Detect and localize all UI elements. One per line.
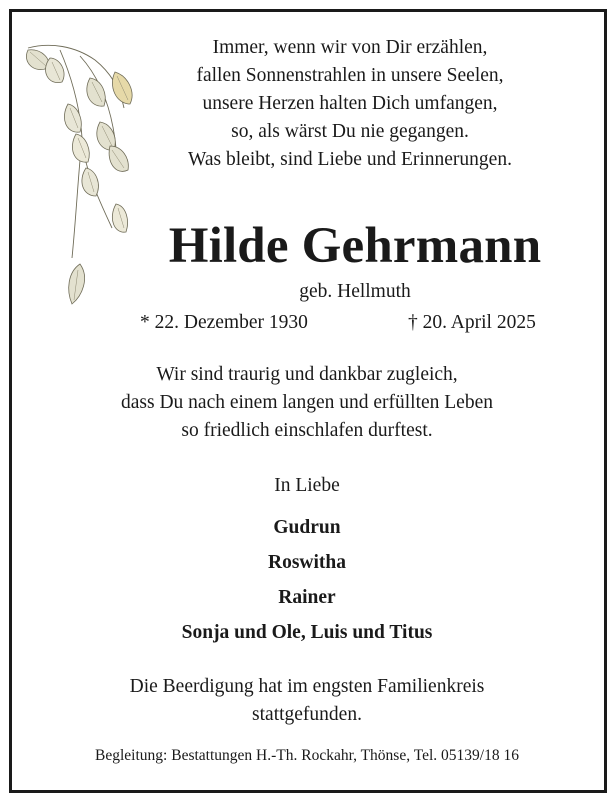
funeral-line: Die Beerdigung hat im engsten Familienkreis <box>129 676 485 697</box>
deceased-name: Hilde Gehrmann <box>168 218 542 274</box>
funeral-notice <box>57 673 557 729</box>
mourners-list <box>107 510 507 650</box>
message-line: so friedlich einschlafen durftest. <box>181 420 433 441</box>
message-line: dass Du nach einem langen und erfüllten Leben <box>121 392 493 413</box>
mourner-name: Gudrun <box>273 517 341 538</box>
birth-date: * 22. Dezember 1930 <box>140 312 308 333</box>
message-line: Wir sind traurig und dankbar zugleich, <box>156 364 458 385</box>
poem-line: so, als wärst Du nie gegangen. <box>231 121 469 142</box>
mourner-name: Sonja und Ole, Luis und Titus <box>181 622 433 643</box>
funeral-line: stattgefunden. <box>252 704 362 725</box>
mourner-name: Rainer <box>278 587 336 608</box>
poem-line: unsere Herzen halten Dich umfangen, <box>202 93 498 114</box>
farewell-message <box>40 361 574 445</box>
mourner-name: Roswitha <box>267 552 346 573</box>
poem-line: Was bleibt, sind Liebe und Erinnerungen. <box>188 149 512 170</box>
birth-name: geb. Hellmuth <box>299 281 411 302</box>
poem-line: Immer, wenn wir von Dir erzählen, <box>212 37 488 58</box>
poem <box>120 34 580 174</box>
undertaker-footer: Begleitung: Bestattungen H.-Th. Rockahr, Thönse, Tel. 05139/18 16 <box>95 747 519 764</box>
closing-phrase: In Liebe <box>274 475 340 496</box>
poem-line: fallen Sonnenstrahlen in unsere Seelen, <box>196 65 504 86</box>
death-date: † 20. April 2025 <box>408 312 536 333</box>
